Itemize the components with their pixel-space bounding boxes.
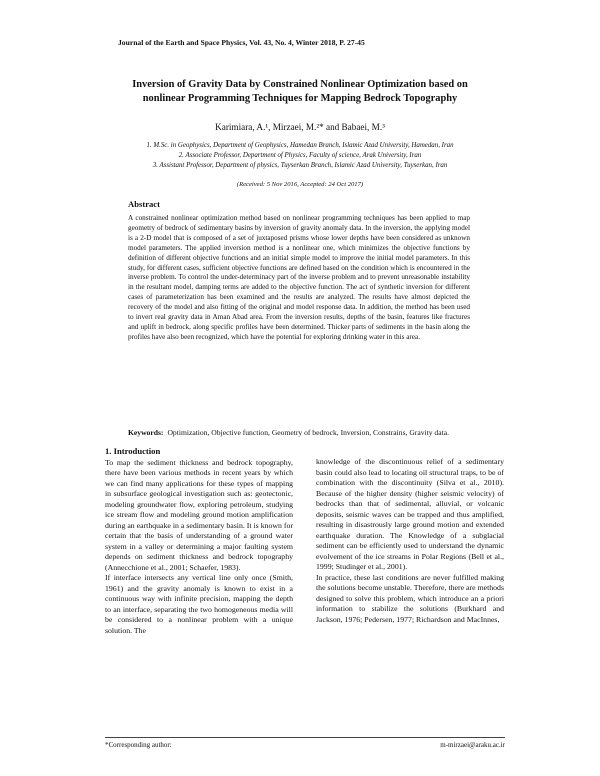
paper-title	[95, 78, 505, 105]
affiliation-1: 1. M.Sc. in Geophysics, Department of Geophysics, Hamedan Branch, Islamic Azad University, Hamedan, Iran	[146, 142, 454, 149]
section-heading-introduction: 1. Introduction	[105, 446, 161, 456]
right-paragraph-2: In practice, these last conditions are never fulfilled making the solutions become unstable. Therefore, there are methods designed to solve this problem, which introduce an a priori information to stabilize the solutions (Burkhard and Jackson, 1976; Pedersen, 1977; Richardson and MacInnes,	[316, 572, 504, 624]
received-dates: (Received: 5 Nov 2016, Accepted: 24 Oct 2017)	[236, 181, 364, 188]
corresponding-author-note: *Corresponding author:	[105, 741, 172, 749]
affiliation-3: 3. Assistant Professor, Department of physics, Tuyserkan Branch, Islamic Azad University, Tuyserkan, Iran	[152, 161, 448, 169]
body-column-left	[105, 446, 293, 636]
affiliations	[95, 141, 505, 171]
keywords-text: Optimization, Objective function, Geometry of bedrock, Inversion, Constrains, Gravity data.	[167, 428, 449, 437]
abstract-heading: Abstract	[128, 199, 160, 209]
keywords-label: Keywords:	[128, 428, 164, 437]
abstract-text: A constrained nonlinear optimization method based on nonlinear programming techniques has been applied to map geometry of bedrock of sedimentary basins by inversion of gravity anomaly data. In the inversion, the applying model is a 2-D model that is composed of a set of juxtaposed prisms whose lower depths have been considered as unknown model parameters. The applied inversion method is a nonlinear one, which minimizes the objective functions by definition of different objective functions and an initial simple model to improve the initial model parameters. In this study, for different cases, sufficient objective functions are defined based on the condition which is encountered in the inverse problem. To control the under-determinacy part of the inverse problem and to prevent unreasonable instability in the resultant model, damping terms are added to the objective function. The act of synthetic inversion for different cases of parameterization has been examined and the results are analyzed. The results have almost depicted the recovery of the model and also fitting of the original and model response data. In addition, the method has been used to invert real gravity data in Aman Abad area. From the inversion results, depths of the basin, features like fractures and uplift in bedrock, along specific profiles have been determined. Thicker parts of sediments in the basin along the profiles have also been recognized, which have the potential for exploring drinking water in this area.	[128, 214, 470, 341]
title-line-2: nonlinear Programming Techniques for Mapping Bedrock Topography	[142, 92, 458, 104]
left-paragraph-1: To map the sediment thickness and bedrock topography, there have been various methods in recent years by which we can find many applications for these types of mapping in subsurface geological investigation such as: geotectonic, modeling groundwater flow, exploring petroleum, studying ice stream flow and modeling ground motion amplification during an earthquake in a sedimentary basin. It is known for certain that the basis of understanding of a ground water system in a valley or determining a major faulting system depends on sediment thickness and bedrock topography (Annecchione et al., 2001; Schaefer, 1983).	[105, 457, 293, 572]
title-line-1: Inversion of Gravity Data by Constrained Nonlinear Optimization based on	[132, 79, 468, 90]
right-paragraph-1: knowledge of the discontinuous relief of a sedimentary basin could also lead to locating oil structural traps, to be of combination with the discontinuity (Silva et al., 2010). Because of the higher density (higher seismic velocity) of bedrocks than that of sedimental, alluvial, or volcanic deposits, seismic waves can be trapped and thus amplified, resulting in disastrously large ground motion and extended earthquake duration. The Knowledge of a subglacial sediment can be efficiently used to understand the dynamic evolvement of the ice streams in Polar Regions (Bell et al., 1999; Studinger et al., 2001).	[316, 457, 504, 571]
author-list: Karimiara, A.¹, Mirzaei, M.²* and Babaei, M.³	[215, 122, 385, 132]
left-paragraph-2: If interface intersects any vertical line only once (Smith, 1961) and the gravity anomaly is known to exist in a continuous way with infinite precision, mapping the depth to an interface, separating the two homogeneous media will be considered to a nonlinear problem with a unique solution. The	[105, 573, 293, 635]
footnote-divider	[105, 737, 505, 738]
body-column-right	[316, 457, 504, 625]
corresponding-email: m-mirzaei@araku.ac.ir	[440, 741, 505, 749]
keywords	[128, 428, 470, 438]
journal-citation: Journal of the Earth and Space Physics, Vol. 43, No. 4, Winter 2018, P. 27-45	[118, 38, 365, 47]
affiliation-2: 2. Associate Professor, Department of Physics, Faculty of science, Arak University, Iran	[178, 151, 422, 159]
